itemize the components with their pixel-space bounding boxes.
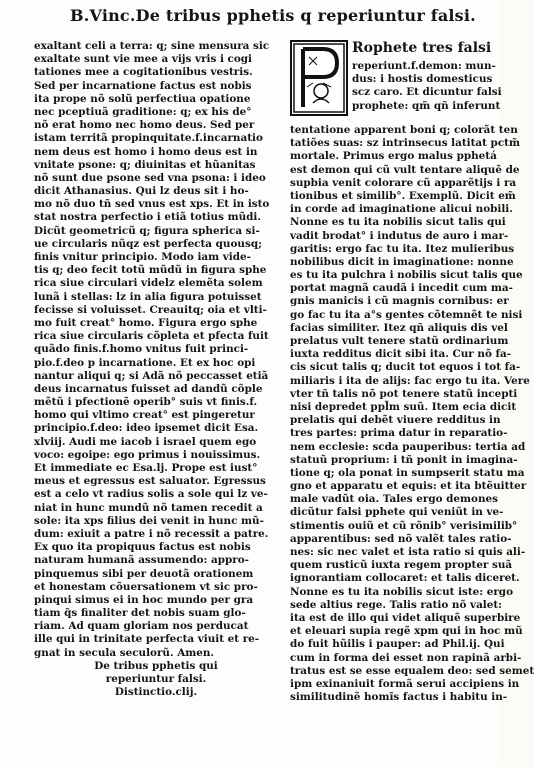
text-line: vnitate psone: q; diuinitas et hũanitas	[34, 158, 256, 171]
text-line: Ex quo ita propiquus factus est nobis	[34, 541, 251, 554]
text-line: vter tñ talis nõ pot tenere statũ incepti	[290, 387, 518, 400]
text-line: Sed per incarnatione factus est nobis	[34, 79, 252, 92]
text-line: finis vnitur principio. Modo iam vide-	[34, 251, 251, 263]
text-line: prelatus vult tenere statũ ordinarium	[290, 335, 509, 347]
text-line: naturam humanã assumendo: appro-	[34, 554, 249, 567]
text-line: Dicũt geometricũ q; figura spherica si-	[34, 224, 260, 237]
text-line: xlviij. Audi me iacob i israel quem ego	[34, 435, 257, 448]
text-line: cum in forma dei esset non rapinã arbi-	[290, 651, 522, 664]
text-line: pinquemus sibi per deuotã orationem	[34, 567, 254, 580]
text-line: supbia venit colorare cũ apparẽtijs i ra	[290, 176, 517, 189]
text-line: in corde ad imaginatione alicui nobili.	[290, 203, 513, 216]
text-line: exaltant celi a terra: q; sine mensura sic	[34, 40, 270, 52]
text-line: exaltate sunt vie mee a vijs vris i cogi	[34, 53, 252, 66]
text-line: tionibus et similib°. Exemplũ. Dicit em̃	[290, 189, 516, 202]
chapter-heading: Rophete tres falsi	[352, 40, 492, 56]
text-line: meus et egressus est saluator. Egressus	[34, 475, 266, 488]
text-line: ue circularis nũqz est perfecta quousq;	[34, 237, 262, 250]
left-column	[34, 40, 278, 699]
text-line: lunã i stellas: lz in alia figura potuisset	[34, 290, 262, 303]
text-line: vadit brodat° i indutus de auro i mar-	[290, 229, 509, 242]
text-line: quem rusticũ iuxta regem propter suã	[290, 559, 513, 572]
text-line: pio.f.deo p incarnatione. Et ex hoc opi	[34, 356, 256, 369]
decorated-initial-letter	[290, 40, 348, 116]
text-line: similitudinẽ homĩs factus i habitu in-	[290, 691, 508, 704]
text-line: tatiões suas: sz intrinsecus latitat pctm̃	[290, 137, 520, 150]
text-line: pinqui simus ei in hoc mundo per gra	[34, 593, 254, 606]
text-line: prelatis qui debẽt viuere redditus in	[290, 414, 501, 427]
text-line: mortale. Primus ergo malus pphetá	[290, 150, 497, 163]
text-line: voco: egoipe: ego primus i nouissimus.	[34, 448, 261, 461]
text-line: sole: ita xps filius dei venit in hunc mũ-	[34, 514, 264, 527]
next-chapter-title: reperiuntur falsi.	[105, 673, 207, 685]
text-line: stat nostra perfectio i etiã totius mũdi.	[34, 211, 261, 224]
text-line: Nonne es tu ita nobilis sicut iste: ergo	[290, 585, 514, 598]
text-line: apparentibus: sed nõ valẽt tales ratio-	[290, 532, 512, 545]
text-line: Et immediate ec Esa.lj. Prope est iust°	[34, 462, 258, 474]
text-line: dus: i hostis domesticus	[352, 73, 493, 86]
text-line: nem ecclesie: scda pauperibus: tertia ad	[290, 440, 526, 453]
text-line: ita prope nõ solũ perfectiua opatione	[34, 92, 251, 105]
text-line: nem deus est homo i homo deus est in	[34, 145, 258, 158]
text-line: et eleuari supia regẽ xpm qui in hoc mũ	[290, 625, 523, 638]
text-line: statuũ proprium: i tñ ponit in imagina-	[290, 453, 518, 466]
text-line: stimentis ouiũ et cũ rõnib° verisimilib°	[290, 519, 518, 532]
text-line: scz caro. Et dicuntur falsi	[352, 86, 502, 99]
text-line: fecisse si voluisset. Creauitq; oia et vlti-	[34, 303, 267, 316]
text-line: dum: exiuit a patre i nõ recessit a patre.	[34, 527, 269, 540]
running-header: B.Vinc.De tribus pphetis q reperiuntur falsi.	[70, 6, 476, 25]
text-line: garitis: ergo fac tu ita. Itez mulieribus	[290, 242, 515, 255]
text-line: rica siue circulari videlz elemẽta solem	[34, 277, 263, 290]
text-line: mo nõ duo tñ sed vnus est xps. Et in isto	[34, 198, 270, 211]
text-line: tis q; deo fecit totũ mũdũ in figura sphe	[34, 264, 267, 277]
text-line: portat magnã caudã i incedit cum ma-	[290, 282, 513, 295]
text-line: iuxta redditus dicit sibi ita. Cur nõ fa-	[290, 348, 512, 361]
text-line: ille qui in trinitate perfecta viuit et re-	[34, 633, 260, 646]
text-line: niat in hunc mundũ nõ tamen recedit a	[34, 501, 263, 514]
distinctio-heading: Distinctio.clij.	[114, 686, 198, 699]
text-line: tentatione apparent boni q; colorãt ten	[290, 124, 518, 136]
text-line: reperiunt.f.demon: mun-	[352, 60, 496, 72]
text-line: nobilibus dicit in imaginatione: nonne	[290, 255, 514, 268]
text-line: nes: sic nec valet et ista ratio si quis ali-	[290, 546, 526, 558]
right-column	[290, 124, 534, 704]
text-line: es tu ita pulchra i nobilis sicut talis que	[290, 269, 523, 282]
text-line: tratus est se esse equalem deo: sed semet	[290, 664, 534, 677]
text-line: prophete: qm̃ qñ inferunt	[352, 99, 501, 112]
text-line: principio.f.deo: ideo ipsemet dicit Esa.	[34, 422, 259, 435]
text-line: rica siue circularis cõpleta et pfecta fuit	[34, 330, 269, 343]
text-line: quãdo finis.f.homo vnitus fuit princi-	[34, 343, 249, 356]
text-line: gnat in secula seculorũ. Amen.	[34, 646, 215, 659]
text-line: nec pceptiuã graditione: q; ex his de°	[34, 105, 252, 118]
text-line: ita est de illo qui videt aliquẽ superbire	[290, 611, 521, 624]
initial-p-illustration-icon	[293, 43, 345, 113]
text-line: mo fuit creat° homo. Figura ergo sphe	[34, 316, 258, 329]
text-line: gnis manicis i cũ magnis cornibus: er	[290, 295, 509, 308]
text-line: istam territã propinquitate.f.incarnatio	[34, 132, 263, 145]
text-line: ipm exinaniuit formã serui accipiens in	[290, 677, 520, 690]
text-line: homo qui vltimo creat° est pingeretur	[34, 409, 255, 422]
text-line: est a celo vt radius solis a sole qui lz ve-	[34, 488, 268, 501]
text-line: et honestam cõuersationem vt sic pro-	[34, 580, 258, 593]
text-line: riam. Ad quam gloriam nos perducat	[34, 620, 249, 633]
text-line: gno et apparatu et equis: et ita btẽuitter	[290, 480, 527, 493]
text-line: cis sicut talis q; ducit tot equos i tot fa-	[290, 361, 521, 374]
text-line: nõ sunt due psone sed vna psona: i ideo	[34, 171, 266, 184]
text-line: mẽtũ i pfectionẽ operib° suis vt finis.f.	[34, 396, 258, 409]
text-line: deus incarnatus fuisset ad dandũ cõple	[34, 382, 263, 395]
text-line: do fuit hũilis i pauper: ad Phil.ij. Qui	[290, 638, 505, 651]
text-line: tiam q̃s finaliter det nobis suam glo-	[34, 607, 246, 620]
text-line: nõ erat homo nec homo deus. Sed per	[34, 119, 255, 132]
text-line: dicit Athanasius. Qui lz deus sit i ho-	[34, 185, 249, 198]
text-line: nantur aliqui q; si Adã nõ peccasset etiã	[34, 369, 269, 382]
text-line: tres partes: prima datur in reparatio-	[290, 427, 508, 440]
text-line: est demon qui cũ vult tentare aliquẽ de	[290, 163, 520, 176]
text-line: go fac tu ita a°s gentes cõtemnẽt te nisi	[290, 308, 523, 321]
text-line: male vadũt oia. Tales ergo demones	[290, 493, 498, 506]
text-line: dicũtur falsi pphete qui veniũt in ve-	[290, 506, 504, 519]
text-line: facias similiter. Itez qñ aliquis dis vel	[290, 321, 508, 334]
next-chapter-title: De tribus pphetis qui	[94, 659, 218, 672]
text-line: miliaris i ita de alijs: fac ergo tu ita. Vere	[290, 374, 530, 387]
text-line: ignorantiam collocaret: et talis diceret.	[290, 572, 520, 585]
text-line: tione q; ola ponat in sumpserit statu ma	[290, 466, 525, 479]
text-line: Nonne es tu ita nobilis sicut talis qui	[290, 216, 506, 229]
right-column-indented-lines	[352, 60, 502, 113]
text-line: sede altius rege. Talis ratio nõ valet:	[290, 598, 502, 611]
text-line: tationes mee a cogitationibus vestris.	[34, 66, 253, 79]
text-line: nisi depredet ppl̃m suũ. Item ecia dicit	[290, 400, 517, 413]
